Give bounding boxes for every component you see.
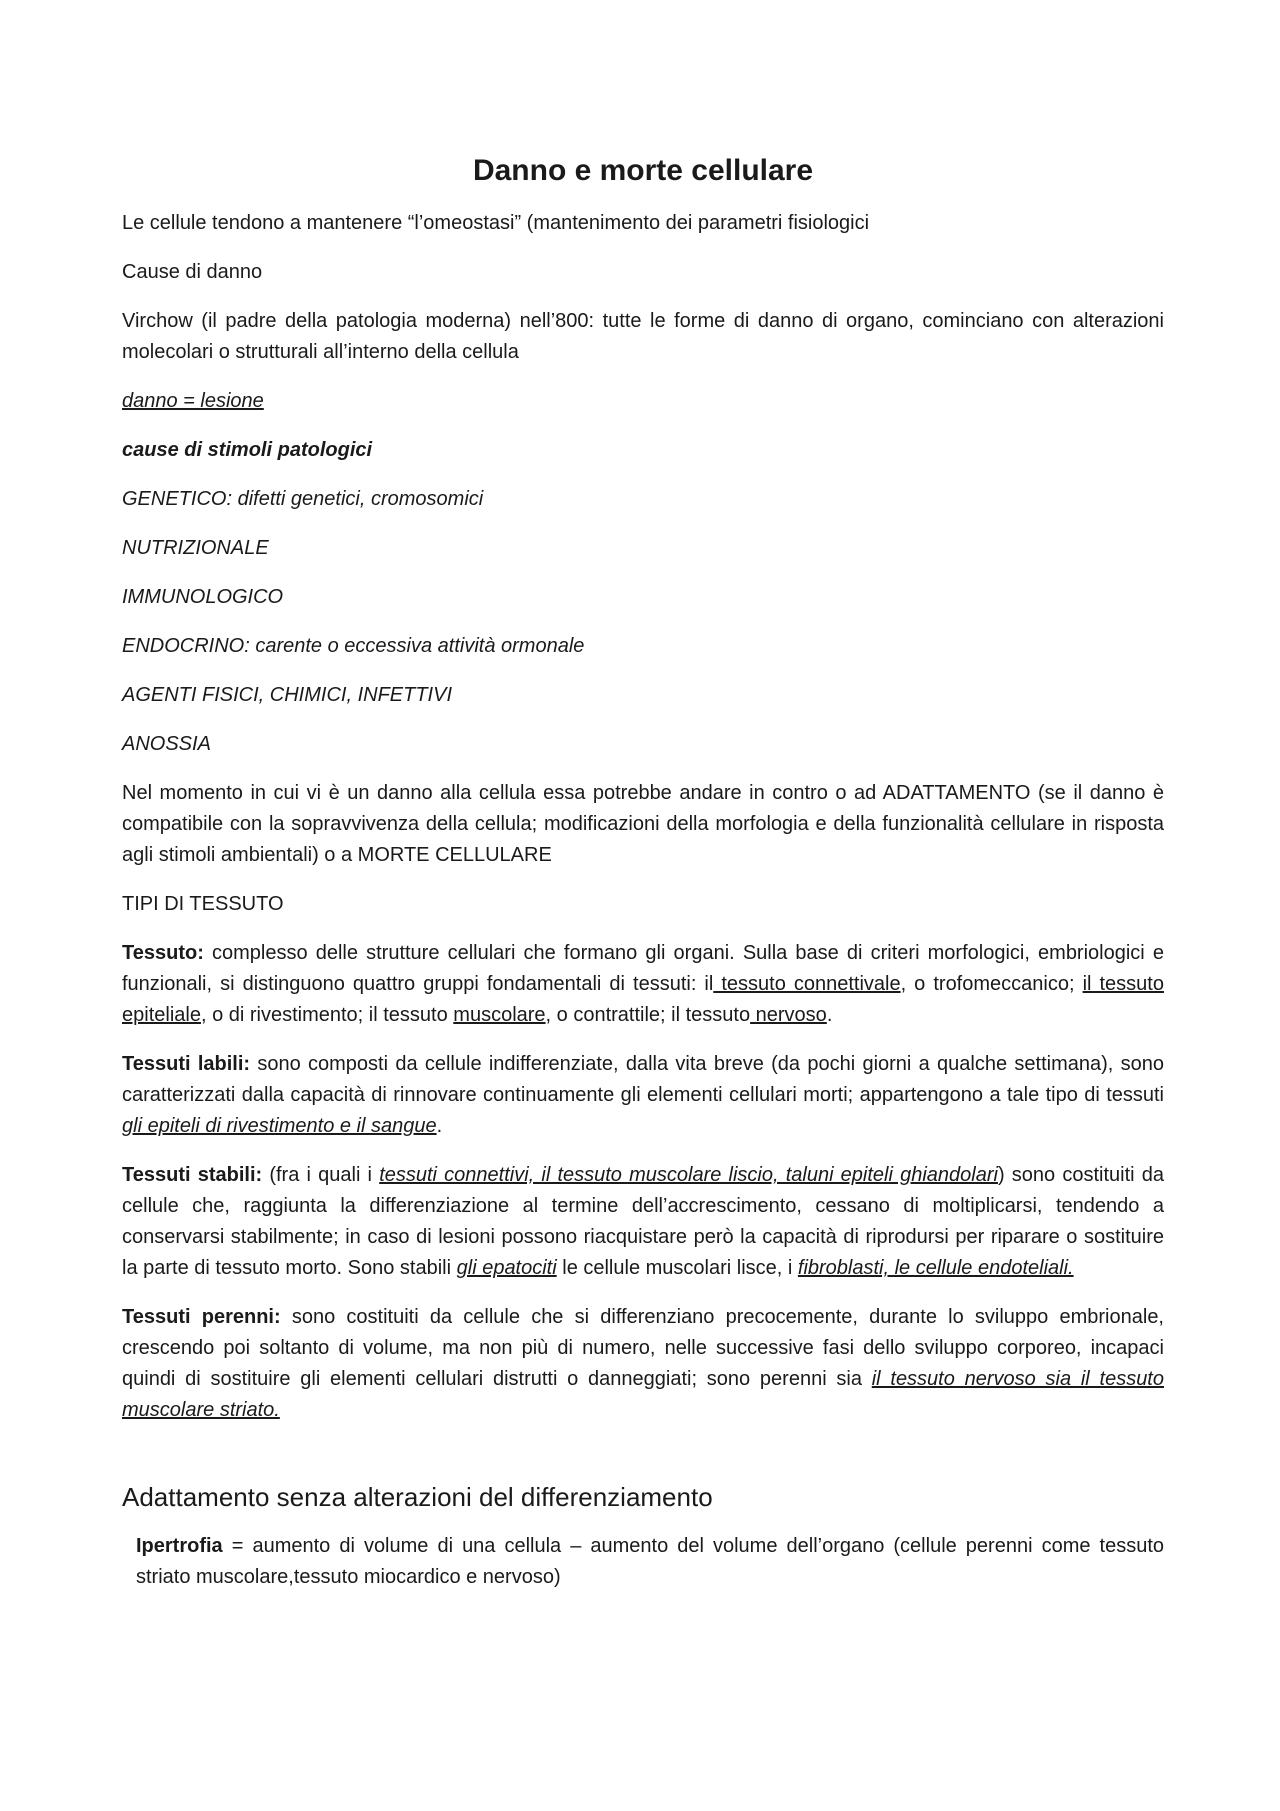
perenni-paragraph [122,1302,1164,1426]
text-run: sono composti da cellule indifferenziate, dalla vita breve (da pochi giorni a qualche settimana), sono caratterizzati dalla capacità di rinnovare continuamente gli elementi cellulari morti; appartengono a tale tipo di tessuti [122,1053,1164,1106]
underlined-term: fibroblasti, le cellule endoteliali. [797,1257,1074,1279]
underlined-term: nervoso [750,1004,827,1026]
page-title: Danno e morte cellulare [472,154,814,187]
tissue-types-heading: TIPI DI TESSUTO [122,893,284,915]
labili-paragraph [122,1049,1164,1142]
underlined-term: gli epatociti [456,1257,557,1279]
causes-heading: Cause di danno [122,261,263,283]
ipertrofia-label: Ipertrofia [136,1535,223,1557]
underlined-term: il tessuto nervoso sia il tessuto muscolare striato. [122,1368,1164,1421]
document-page [122,150,1164,1611]
text-run: (fra i quali i [262,1164,380,1186]
cause-item: ENDOCRINO: carente o eccessiva attività ormonale [122,635,585,657]
section-heading: Adattamento senza alterazioni del differenziamento [122,1482,713,1512]
underlined-term: tessuti connettivi, il tessuto muscolare liscio, taluni epiteli ghiandolari [379,1164,998,1186]
underlined-term: il tessuto epiteliale [122,973,1164,1026]
definition-line: danno = lesione [122,390,264,412]
causes-subheading: cause di stimoli patologici [122,439,373,461]
underlined-term: muscolare [453,1004,546,1026]
text-run: . [436,1115,443,1137]
cause-item: NUTRIZIONALE [122,537,269,559]
ipertrofia-paragraph [122,1531,1164,1593]
perenni-label: Tessuti perenni: [122,1306,281,1328]
cause-item: GENETICO: difetti genetici, cromosomici [122,488,484,510]
labili-label: Tessuti labili: [122,1053,251,1075]
stabili-label: Tessuti stabili: [122,1164,263,1186]
cause-item: AGENTI FISICI, CHIMICI, INFETTIVI [122,684,453,706]
cause-item: IMMUNOLOGICO [122,586,284,608]
virchow-paragraph: Virchow (il padre della patologia moderna) nell’800: tutte le forme di danno di organo, cominciano con alterazioni molecolari o strutturali all’interno della cellula [122,310,1164,363]
text-run: le cellule muscolari lisce, i [556,1257,798,1279]
text-run: ) sono costituiti da cellule che, raggiunta la differenziazione al termine dell’accrescimento, cessano di moltiplicarsi, tendendo a conservarsi stabilmente; in caso di lesioni possono riacquistare però la capacità di riprodursi per riparare o sostituire la parte di tessuto morto. Sono stabili [122,1164,1165,1279]
tessuto-paragraph [122,938,1164,1031]
text-run: = aumento di volume di una cellula – aumento del volume dell’organo (cellule perenni come tessuto striato muscolare,tessuto miocardico e nervoso) [136,1535,1164,1588]
text-run: sono costituiti da cellule che si differenziano precocemente, durante lo sviluppo embrionale, crescendo poi soltanto di volume, ma non più di numero, nelle successive fasi dello sviluppo corporeo, incapaci quindi di sostituire gli elementi cellulari distrutti o danneggiati; sono perenni sia [122,1306,1164,1390]
underlined-term: gli epiteli di rivestimento e il sangue [122,1115,437,1137]
text-run: , o trofomeccanico; [900,973,1083,995]
intro-paragraph: Le cellule tendono a mantenere “l’omeostasi” (mantenimento dei parametri fisiologici [122,212,870,234]
text-run: , o contrattile; il tessuto [545,1004,751,1026]
text-run: . [826,1004,833,1026]
text-run: , o di rivestimento; il tessuto [200,1004,454,1026]
cause-item: ANOSSIA [122,733,211,755]
stabili-paragraph [122,1160,1164,1284]
tessuto-label: Tessuto: [122,942,204,964]
adaptation-paragraph: Nel momento in cui vi è un danno alla cellula essa potrebbe andare in contro o ad ADATTAMENTO (se il danno è compatibile con la sopravvivenza della cellula; modificazioni della morfologia e della funzionalità cellulare in risposta agli stimoli ambientali) o a MORTE CELLULARE [122,782,1164,866]
underlined-term: tessuto connettivale [713,973,901,995]
text-run: complesso delle strutture cellulari che formano gli organi. Sulla base di criteri morfologici, embriologici e funzionali, si distinguono quattro gruppi fondamentali di tessuti: il [122,942,1164,995]
